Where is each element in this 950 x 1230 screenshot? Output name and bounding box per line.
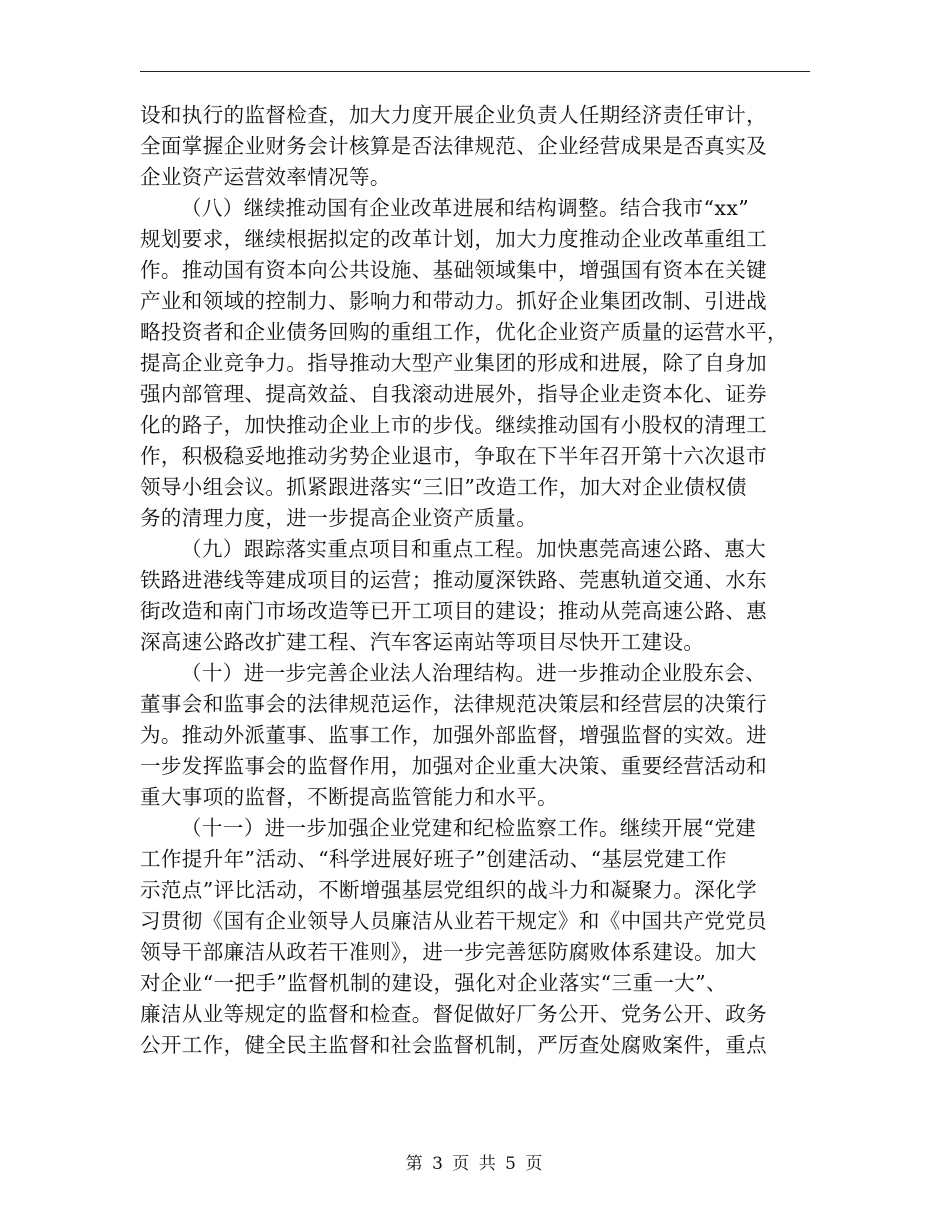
- text-line: 务的清理力度，进一步提高企业资产质量。: [140, 506, 538, 530]
- text-line: 公开工作，健全民主监督和社会监督机制，严厉查处腐败案件，重点: [140, 1033, 767, 1057]
- text-line: 作。推动国有资本向公共设施、基础领域集中，增强国有资本在关键: [140, 258, 767, 282]
- text-line: 廉洁从业等规定的监督和检查。督促做好厂务公开、党务公开、政务: [140, 1002, 767, 1026]
- text-line: （十）进一步完善企业法人治理结构。进一步推动企业股东会、: [181, 661, 767, 685]
- text-line: 产业和领域的控制力、影响力和带动力。抓好企业集团改制、引进战: [140, 289, 767, 313]
- text-line: 对企业“一把手”监督机制的建设，强化对企业落实“三重一大”、: [140, 971, 727, 995]
- text-line: 铁路进港线等建成项目的运营；推动厦深铁路、莞惠轨道交通、水东: [140, 568, 767, 592]
- text-line: 设和执行的监督检查，加大力度开展企业负责人任期经济责任审计，: [140, 103, 767, 127]
- text-line: 一步发挥监事会的监督作用，加强对企业重大决策、重要经营活动和: [140, 754, 767, 778]
- text-line: 领导小组会议。抓紧跟进落实“三旧”改造工作，加大对企业债权债: [140, 475, 747, 499]
- text-line: （十一）进一步加强企业党建和纪检监察工作。继续开展“党建: [181, 816, 757, 840]
- text-line: 化的路子，加快推动企业上市的步伐。继续推动国有小股权的清理工: [140, 413, 767, 437]
- text-line: 深高速公路改扩建工程、汽车客运南站等项目尽快开工建设。: [140, 630, 705, 654]
- header-rule: [140, 71, 810, 72]
- text-line: 全面掌握企业财务会计核算是否法律规范、企业经营成果是否真实及: [140, 134, 767, 158]
- text-line: （八）继续推动国有企业改革进展和结构调整。结合我市“xx”: [181, 196, 750, 220]
- text-line: 示范点”评比活动，不断增强基层党组织的战斗力和凝聚力。深化学: [140, 878, 757, 902]
- text-line: 强内部管理、提高效益、自我滚动进展外，指导企业走资本化、证券: [140, 382, 767, 406]
- text-line: 规划要求，继续根据拟定的改革计划，加大力度推动企业改革重组工: [140, 227, 767, 251]
- text-line: 企业资产运营效率情况等。: [140, 165, 391, 189]
- text-line: 董事会和监事会的法律规范运作，法律规范决策层和经营层的决策行: [140, 692, 767, 716]
- text-line: 提高企业竞争力。指导推动大型产业集团的形成和进展，除了自身加: [140, 351, 767, 375]
- text-line: 领导干部廉洁从政若干准则》，进一步完善惩防腐败体系建设。加大: [140, 940, 757, 964]
- text-line: 作，积极稳妥地推动劣势企业退市，争取在下半年召开第十六次退市: [140, 444, 767, 468]
- text-line: 工作提升年”活动、“科学进展好班子”创建活动、“基层党建工作: [140, 847, 727, 871]
- text-line: 重大事项的监督，不断提高监管能力和水平。: [140, 785, 558, 809]
- text-line: 习贯彻《国有企业领导人员廉洁从业若干规定》和《中国共产党党员: [140, 909, 767, 933]
- text-line: 略投资者和企业债务回购的重组工作，优化企业资产质量的运营水平，: [140, 320, 788, 344]
- page-footer: 第 3 页 共 5 页: [405, 1154, 545, 1174]
- text-line: 为。推动外派董事、监事工作，加强外部监督，增强监督的实效。进: [140, 723, 767, 747]
- text-line: （九）跟踪落实重点项目和重点工程。加快惠莞高速公路、惠大: [181, 537, 767, 561]
- body-text: [140, 100, 812, 1061]
- text-line: 街改造和南门市场改造等已开工项目的建设；推动从莞高速公路、惠: [140, 599, 767, 623]
